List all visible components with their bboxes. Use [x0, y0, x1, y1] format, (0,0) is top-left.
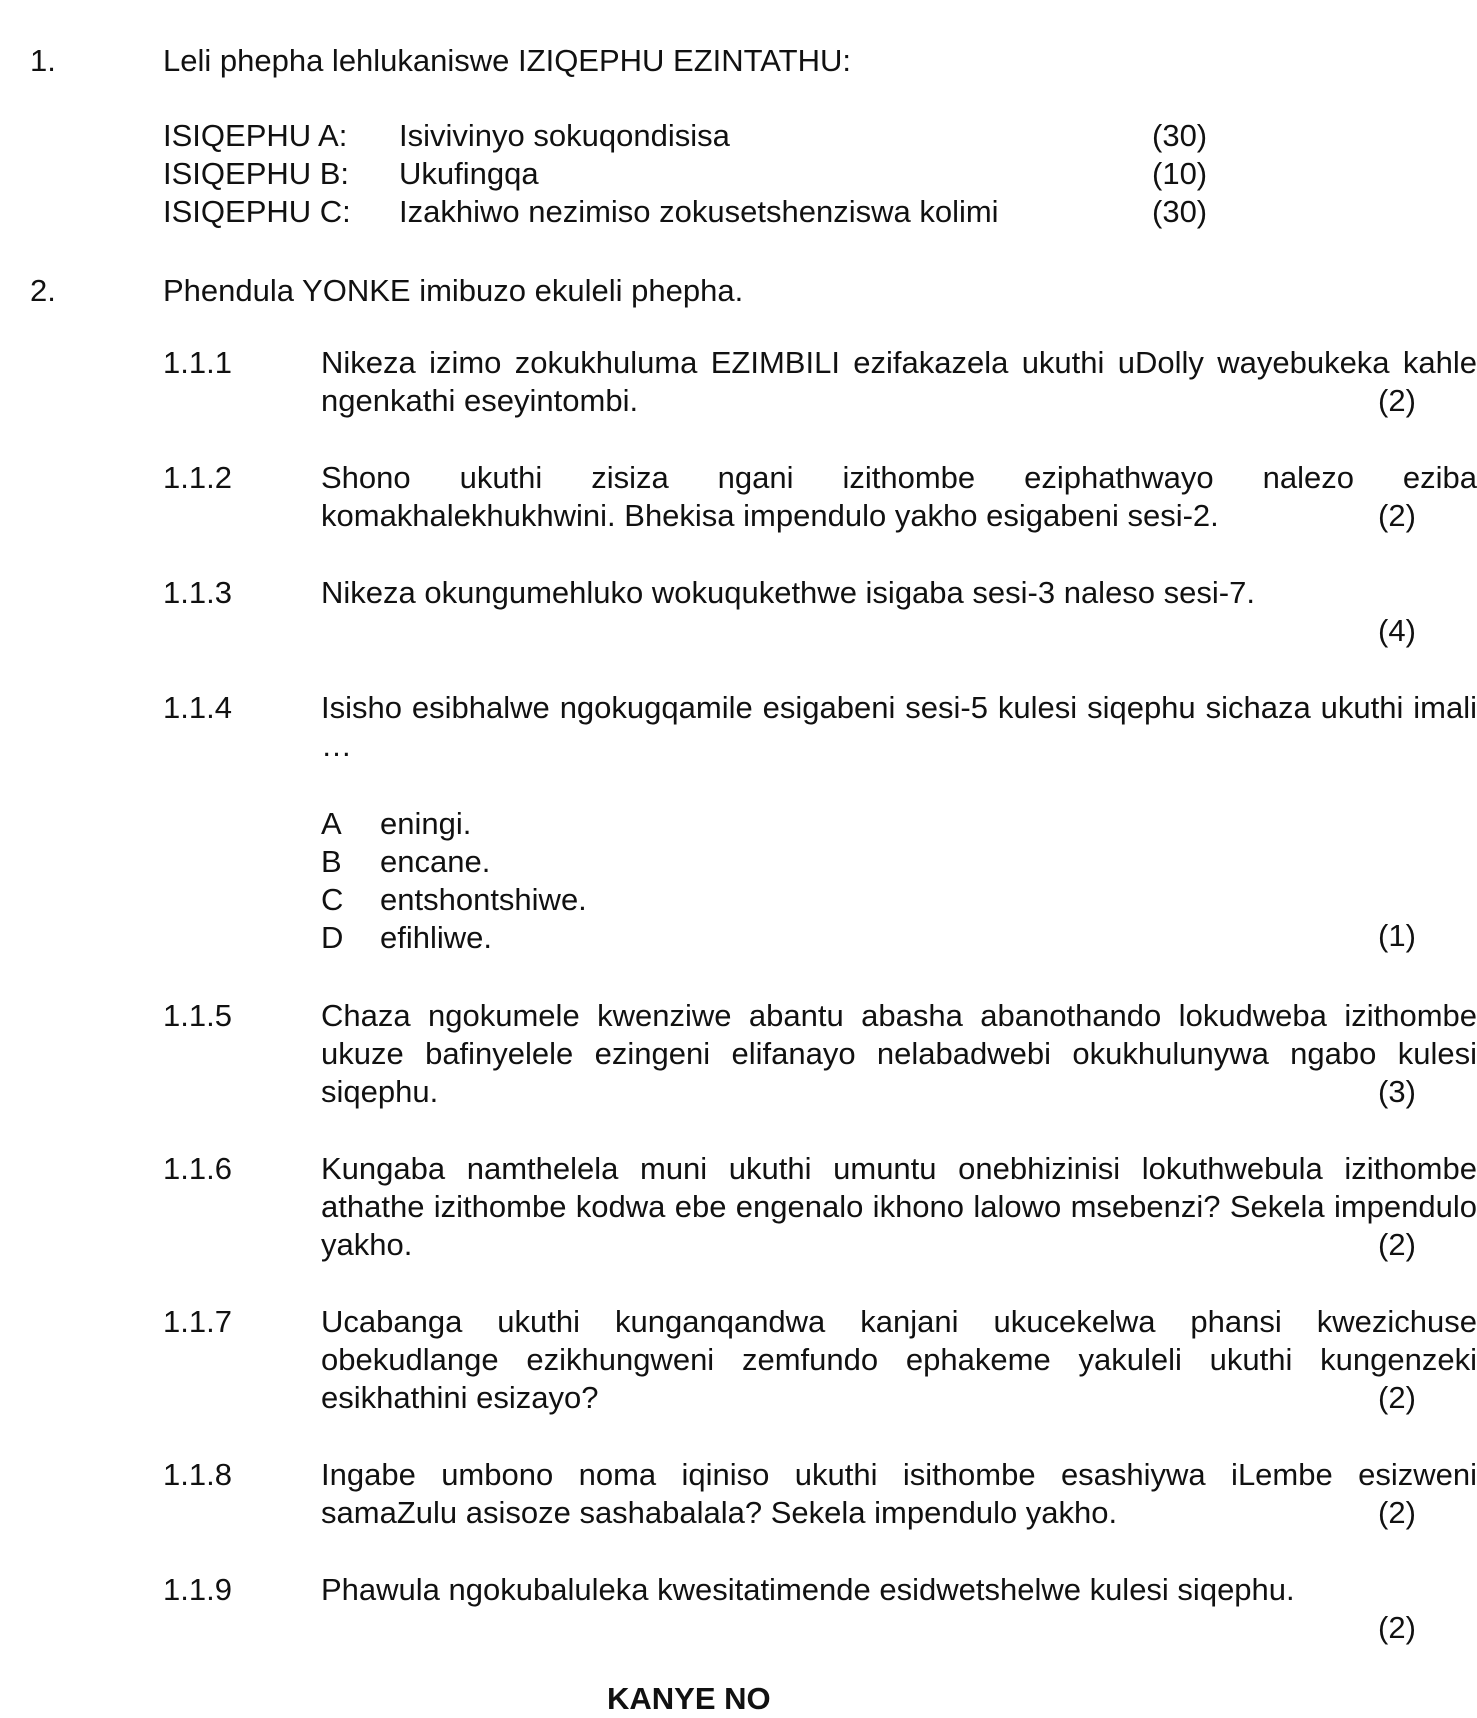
- option-letter: C: [321, 882, 344, 917]
- option-letter: D: [321, 920, 344, 955]
- question-text: Ucabanga ukuthi kunganqandwa kanjani ukucekelwa phansi kwezichuse obekudlange ezikhungweni zemfundo ephakeme yakuleli ukuthi kungenzeki esikhathini esizayo?: [321, 1304, 1477, 1415]
- question-mark: (2): [1378, 1495, 1416, 1530]
- instruction-number: 2.: [30, 273, 56, 308]
- cropped-footer: [0, 1680, 1414, 1716]
- question-number: 1.1.4: [163, 690, 232, 725]
- question-number: 1.1.2: [163, 460, 232, 495]
- question-mark: (2): [1378, 383, 1416, 418]
- section-marks: (30): [1152, 194, 1208, 229]
- question-mark: (2): [1378, 1610, 1416, 1645]
- question-text: Shono ukuthi zisiza ngani izithombe eziphathwayo nalezo eziba komakhalekhukhwini. Bhekisa impendulo yakho esigabeni sesi-2.: [321, 460, 1477, 533]
- section-code: ISIQEPHU A:: [163, 118, 348, 153]
- question-number: 1.1.7: [163, 1304, 232, 1339]
- question-mark: (2): [1378, 1227, 1416, 1262]
- option-text: efihliwe.: [380, 920, 492, 955]
- question-text: Ingabe umbono noma iqiniso ukuthi isithombe esashiywa iLembe esizweni samaZulu asisoze sashabalala? Sekela impendulo yakho.: [321, 1457, 1477, 1530]
- question-text: Nikeza izimo zokukhuluma EZIMBILI ezifakazela ukuthi uDolly wayebukeka kahle ngenkathi eseyintombi.: [321, 345, 1477, 418]
- section-marks: (10): [1152, 156, 1208, 191]
- question-number: 1.1.5: [163, 998, 232, 1033]
- question-number: 1.1.6: [163, 1151, 232, 1186]
- instruction-number: 1.: [30, 43, 56, 78]
- section-code: ISIQEPHU B:: [163, 156, 350, 191]
- section-row: [163, 193, 1223, 231]
- question-mark: (1): [1378, 918, 1416, 953]
- instruction-text: Phendula YONKE imibuzo ekuleli phepha.: [163, 273, 744, 308]
- option-letter: A: [321, 806, 342, 841]
- option-text: eningi.: [380, 806, 472, 841]
- section-title: Izakhiwo nezimiso zokusetshenziswa kolimi: [399, 194, 999, 229]
- section-title: Isivivinyo sokuqondisisa: [399, 118, 730, 153]
- question-text: Kungaba namthelela muni ukuthi umuntu onebhizinisi lokuthwebula izithombe athathe izithombe kodwa ebe engenalo ikhono lalowo msebenzi? Sekela impendulo yakho.: [321, 1151, 1477, 1262]
- question-number: 1.1.3: [163, 575, 232, 610]
- option-text: encane.: [380, 844, 491, 879]
- section-row: [163, 117, 1223, 155]
- question-number: 1.1.1: [163, 345, 232, 380]
- question-mark: (4): [1378, 613, 1416, 648]
- section-marks: (30): [1152, 118, 1208, 153]
- question-text: Nikeza okungumehluko wokuqukethwe isigaba sesi-3 naleso sesi-7.: [321, 575, 1255, 610]
- question-text: Phawula ngokubaluleka kwesitatimende esidwetshelwe kulesi siqephu.: [321, 1572, 1295, 1607]
- question-number: 1.1.9: [163, 1572, 232, 1607]
- question-mark: (2): [1378, 498, 1416, 533]
- option-letter: B: [321, 844, 342, 879]
- section-row: [163, 155, 1223, 193]
- option-text: entshontshiwe.: [380, 882, 587, 917]
- section-code: ISIQEPHU C:: [163, 194, 351, 229]
- question-mark: (2): [1378, 1380, 1416, 1415]
- question-text: Isisho esibhalwe ngokugqamile esigabeni sesi-5 kulesi siqephu sichaza ukuthi imali …: [321, 690, 1477, 763]
- question-number: 1.1.8: [163, 1457, 232, 1492]
- instruction-text: Leli phepha lehlukaniswe IZIQEPHU EZINTATHU:: [163, 43, 851, 78]
- question-text: Chaza ngokumele kwenziwe abantu abasha abanothando lokudweba izithombe ukuze bafinyelele ezingeni elifanayo nelabadwebi okukhulunywa ngabo kulesi siqephu.: [321, 998, 1477, 1109]
- question-mark: (3): [1378, 1074, 1416, 1109]
- cropped-instruction: [0, 272, 1414, 308]
- section-title: Ukufingqa: [399, 156, 539, 191]
- footer-heading: KANYE NO: [607, 1681, 771, 1716]
